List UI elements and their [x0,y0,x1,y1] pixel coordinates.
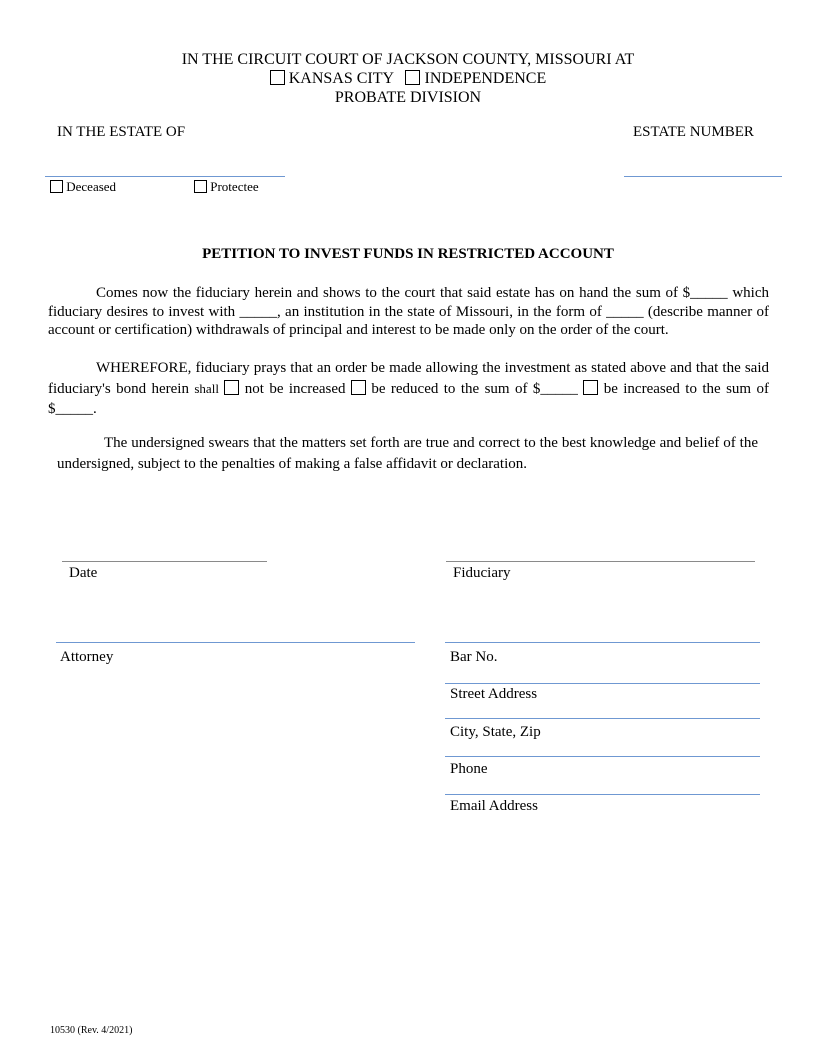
protectee-option [194,179,259,195]
deceased-label: Deceased [66,179,117,194]
city-state-zip-label: City, State, Zip [450,724,541,740]
independence-label: INDEPENDENCE [424,70,547,87]
estate-name-field[interactable] [45,176,285,177]
reduced-checkbox[interactable] [351,380,366,395]
phone-label: Phone [450,761,488,777]
fiduciary-label: Fiduciary [453,565,511,581]
deceased-checkbox[interactable] [50,180,63,193]
paragraph-oath: The undersigned swears that the matters set forth are true and correct to the best knowledge and belief of the undersigned, subject to the penalties of making a false affidavit or declaration. [57,435,758,472]
reduced-label: be reduced to the sum of $_____ [371,380,578,397]
phone-field[interactable] [445,756,760,757]
email-label: Email Address [450,798,538,814]
fiduciary-signature-line[interactable] [446,561,755,562]
attorney-field[interactable] [56,642,415,643]
not-increased-label: not be increased [244,380,346,397]
not-increased-checkbox[interactable] [224,380,239,395]
protectee-label: Protectee [210,179,259,194]
paragraph-wherefore [48,358,769,420]
court-heading: IN THE CIRCUIT COURT OF JACKSON COUNTY, MISSOURI AT [181,51,635,68]
estate-number-label: ESTATE NUMBER [633,124,754,140]
form-number: 10530 (Rev. 4/2021) [50,1025,133,1036]
email-field[interactable] [445,794,760,795]
division-heading: PROBATE DIVISION [334,89,482,106]
increased-label: be increased to the sum of $_____. [48,380,769,417]
estate-number-field[interactable] [624,176,782,177]
document-title: PETITION TO INVEST FUNDS IN RESTRICTED ACCOUNT [202,246,614,262]
independence-checkbox[interactable] [405,70,420,85]
kansas-city-label: KANSAS CITY [288,70,394,87]
wherefore-text: WHEREFORE, fiduciary prays that an order be made allowing the investment as stated above and that the said fiduciary's bond herein [48,360,769,397]
bar-no-field[interactable] [445,642,760,643]
deceased-option [50,179,116,195]
paragraph-statement: Comes now the fiduciary herein and shows to the court that said estate has on hand the sum of $_____ which fiduciary desires to invest with _____, an institution in the state of Missouri, in the form of _____ (describe manner of account or certification) withdrawals of principal and interest to be made only on the order of the court. [48,285,769,338]
date-label: Date [69,565,98,581]
shall-text: shall [194,380,219,396]
attorney-label: Attorney [60,649,114,665]
kansas-city-checkbox[interactable] [270,70,285,85]
street-address-field[interactable] [445,683,760,684]
court-location-options [0,69,816,88]
city-state-zip-field[interactable] [445,718,760,719]
street-address-label: Street Address [450,686,538,702]
estate-of-label: IN THE ESTATE OF [57,124,186,140]
date-line[interactable] [62,561,267,562]
increased-checkbox[interactable] [583,380,598,395]
bar-no-label: Bar No. [450,649,498,665]
protectee-checkbox[interactable] [194,180,207,193]
